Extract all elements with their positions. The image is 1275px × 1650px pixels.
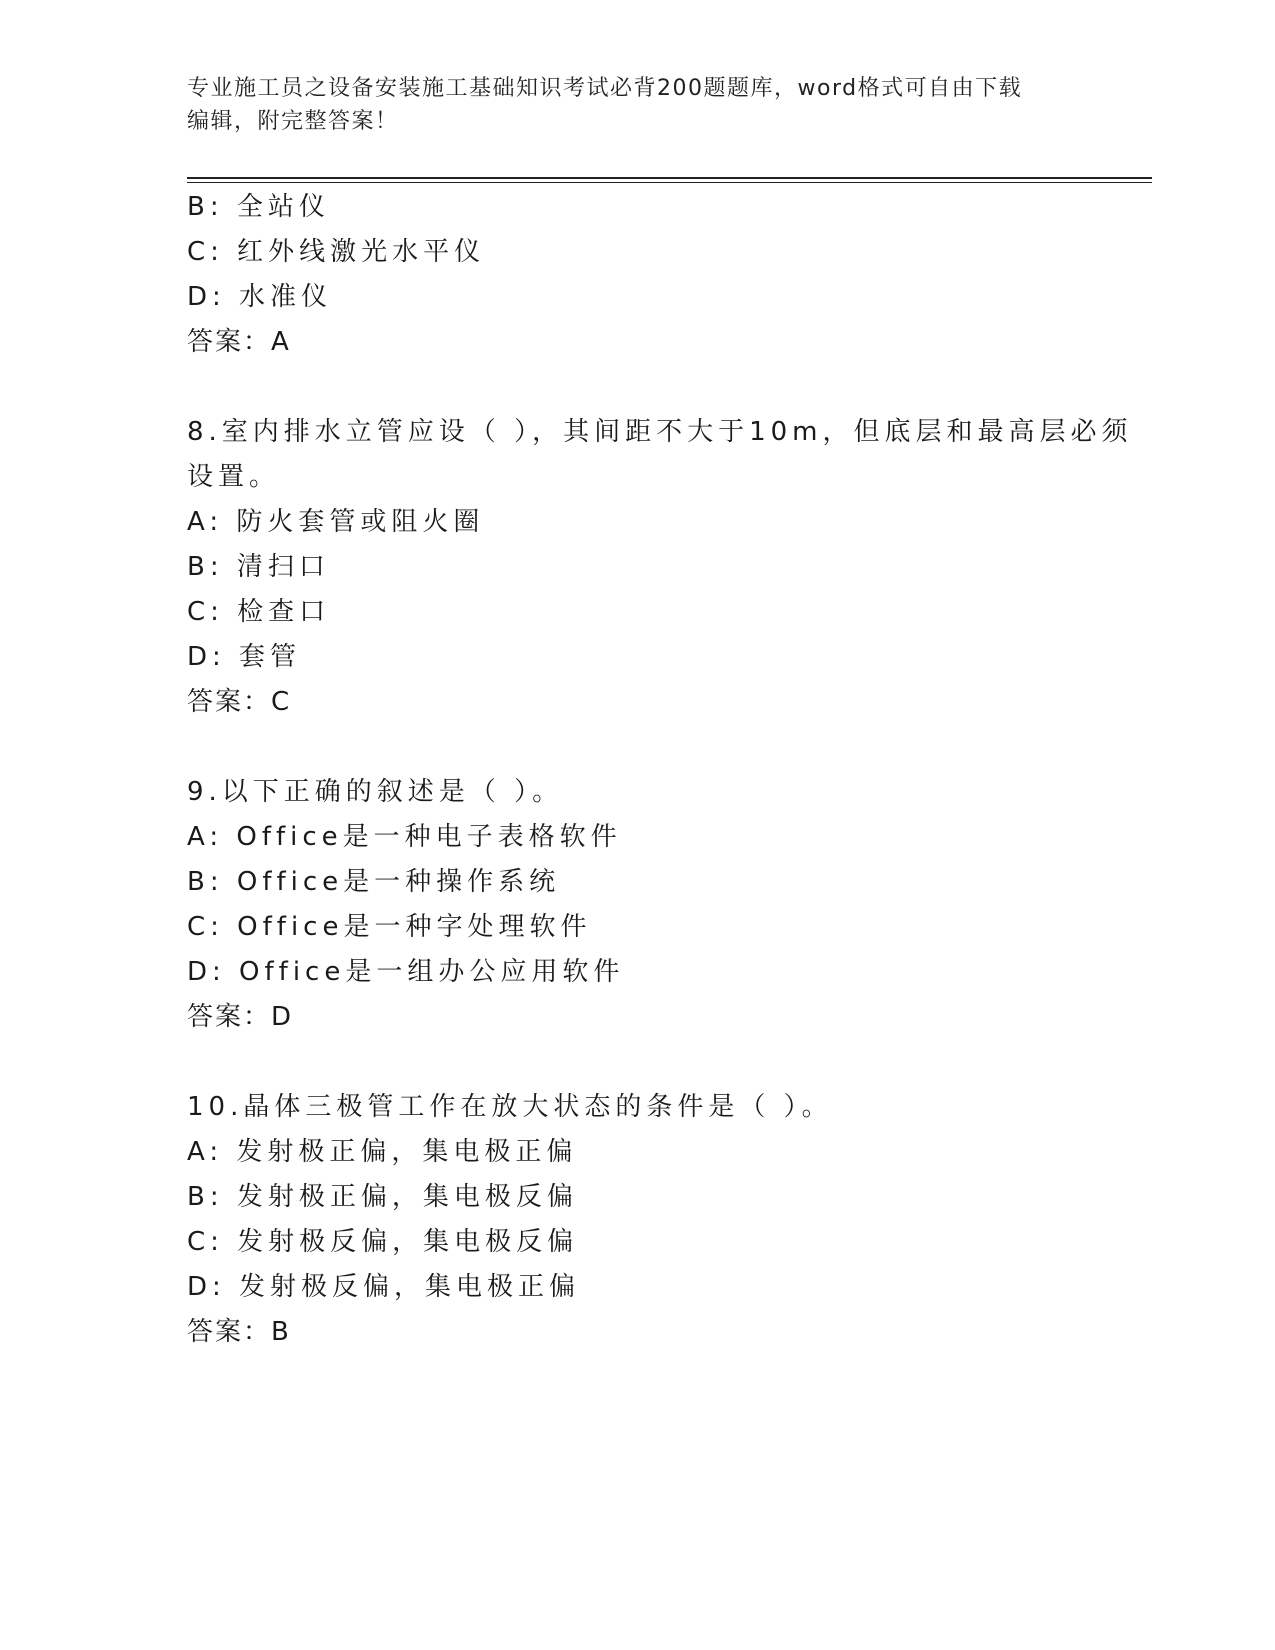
q7-option-d: D: 水准仪 <box>187 282 333 312</box>
q9-answer: 答案：D <box>187 1002 294 1032</box>
q7-option-b: B: 全站仪 <box>187 192 330 222</box>
q8-option-b: B: 清扫口 <box>187 552 330 582</box>
document-header <box>187 72 1087 138</box>
q8-answer: 答案：C <box>187 687 292 717</box>
q8-question-line-1: 8.室内排水立管应设（ ），其间距不大于10m，但底层和最高层必须 <box>187 417 1133 447</box>
header-divider-thin <box>187 182 1152 183</box>
q9-option-c: C: Office是一种字处理软件 <box>187 912 592 942</box>
q10-question: 10.晶体三极管工作在放大状态的条件是（ ）。 <box>187 1092 833 1122</box>
q10-option-d: D: 发射极反偏，集电极正偏 <box>187 1272 581 1302</box>
q8-question-line-2: 设置。 <box>187 462 281 492</box>
q10-option-c: C: 发射极反偏，集电极反偏 <box>187 1227 579 1257</box>
q10-answer: 答案：B <box>187 1317 291 1347</box>
q9-option-d: D: Office是一组办公应用软件 <box>187 957 625 987</box>
q8-option-a: A: 防火套管或阻火圈 <box>187 507 485 537</box>
header-divider-thick <box>187 177 1152 179</box>
q7-option-c: C: 红外线激光水平仪 <box>187 237 486 267</box>
q10-option-a: A: 发射极正偏，集电极正偏 <box>187 1137 578 1167</box>
header-line-2: 编辑，附完整答案！ <box>187 109 399 134</box>
q8-option-d: D: 套管 <box>187 642 302 672</box>
q9-question: 9.以下正确的叙述是（ ）。 <box>187 777 564 807</box>
q7-answer: 答案：A <box>187 327 291 357</box>
q9-option-a: A: Office是一种电子表格软件 <box>187 822 622 852</box>
q10-option-b: B: 发射极正偏，集电极反偏 <box>187 1182 578 1212</box>
q8-option-c: C: 检查口 <box>187 597 331 627</box>
q9-option-b: B: Office是一种操作系统 <box>187 867 561 897</box>
header-line-1: 专业施工员之设备安装施工基础知识考试必背200题题库，word格式可自由下载 <box>187 76 1023 101</box>
